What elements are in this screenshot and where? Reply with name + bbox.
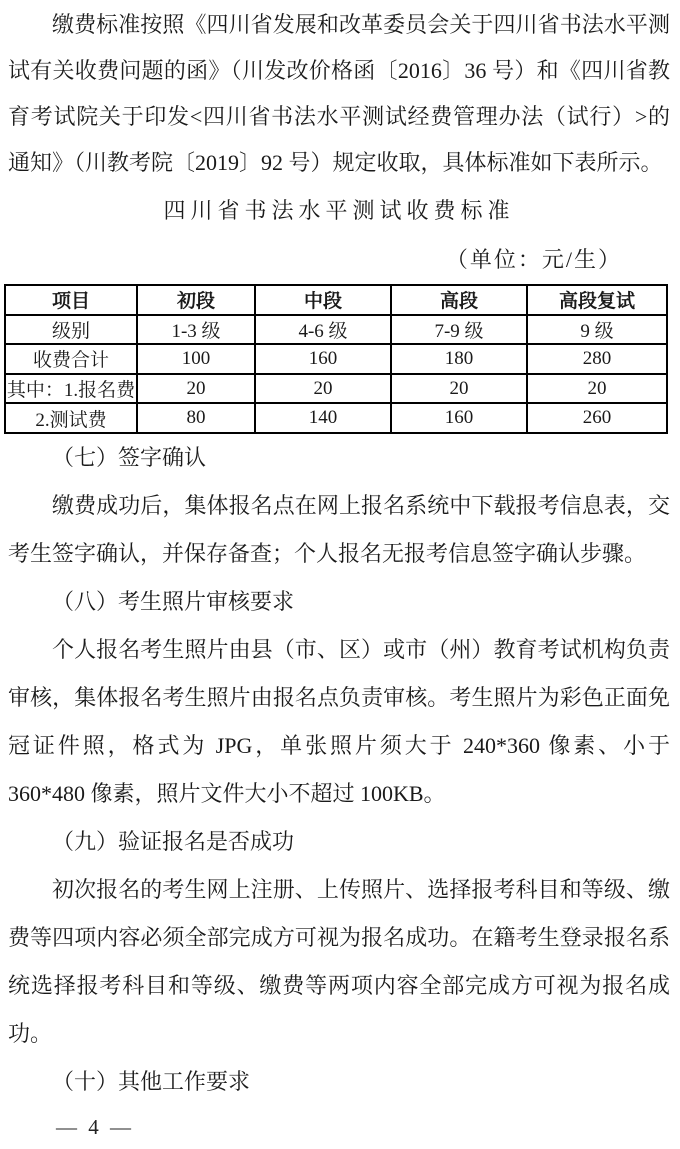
fee-table-header-gaodan: 高段	[391, 285, 527, 315]
fee-table-header-gaodan-fushi: 高段复试	[527, 285, 667, 315]
table-cell: 80	[137, 403, 255, 433]
fee-table-header-chudan: 初段	[137, 285, 255, 315]
fee-table-unit-note: （单位：元/生）	[445, 247, 622, 272]
table-row-test-fee	[5, 403, 667, 433]
table-cell: 其中：1.报名费	[5, 374, 137, 404]
fee-table-header-zhongdan: 中段	[255, 285, 391, 315]
table-cell: 280	[527, 344, 667, 374]
table-cell: 2.测试费	[5, 403, 137, 433]
table-row-level	[5, 315, 667, 345]
fee-table-header-item: 项目	[5, 285, 137, 315]
table-cell: 7-9 级	[391, 315, 527, 345]
table-cell: 20	[391, 374, 527, 404]
table-cell: 20	[255, 374, 391, 404]
table-cell: 160	[255, 344, 391, 374]
table-cell: 140	[255, 403, 391, 433]
section-heading-7: （七）签字确认	[52, 445, 207, 470]
table-cell: 100	[137, 344, 255, 374]
fee-table-header-row	[5, 285, 667, 315]
table-cell: 20	[527, 374, 667, 404]
table-row-total-fee	[5, 344, 667, 374]
intro-paragraph: 缴费标准按照《四川省发展和改革委员会关于四川省书法水平测试有关收费问题的函》（川发改价格函〔2016〕36 号）和《四川省教育考试院关于印发<四川省书法水平测试经费管理办法（试行）>的通知》（川教考院〔2019〕92 号）规定收取，具体标准如下表所示。	[8, 12, 670, 175]
page-number: — 4 —	[56, 1115, 134, 1139]
table-cell: 20	[137, 374, 255, 404]
table-cell: 9 级	[527, 315, 667, 345]
section-paragraph-9: 初次报名的考生网上注册、上传照片、选择报考科目和等级、缴费等四项内容必须全部完成方可视为报名成功。在籍考生登录报名系统选择报考科目和等级、缴费等两项内容全部完成方可视为报名成功。	[8, 877, 670, 1046]
fee-table-title: 四川省书法水平测试收费标准	[163, 198, 515, 223]
section-paragraph-7: 缴费成功后，集体报名点在网上报名系统中下载报考信息表，交考生签字确认，并保存备查；个人报名无报考信息签字确认步骤。	[8, 493, 670, 566]
section-heading-8: （八）考生照片审核要求	[52, 589, 295, 614]
table-cell: 4-6 级	[255, 315, 391, 345]
section-heading-9: （九）验证报名是否成功	[52, 829, 295, 854]
table-row-registration-fee	[5, 374, 667, 404]
table-cell: 收费合计	[5, 344, 137, 374]
table-cell: 160	[391, 403, 527, 433]
table-cell: 1-3 级	[137, 315, 255, 345]
table-cell: 级别	[5, 315, 137, 345]
section-heading-10: （十）其他工作要求	[52, 1069, 251, 1094]
section-paragraph-8: 个人报名考生照片由县（市、区）或市（州）教育考试机构负责审核，集体报名考生照片由报名点负责审核。考生照片为彩色正面免冠证件照，格式为 JPG，单张照片须大于 240*360 像素、小于 360*480 像素，照片文件大小不超过 100KB。	[8, 637, 670, 806]
fee-table	[4, 284, 668, 434]
table-cell: 180	[391, 344, 527, 374]
table-cell: 260	[527, 403, 667, 433]
